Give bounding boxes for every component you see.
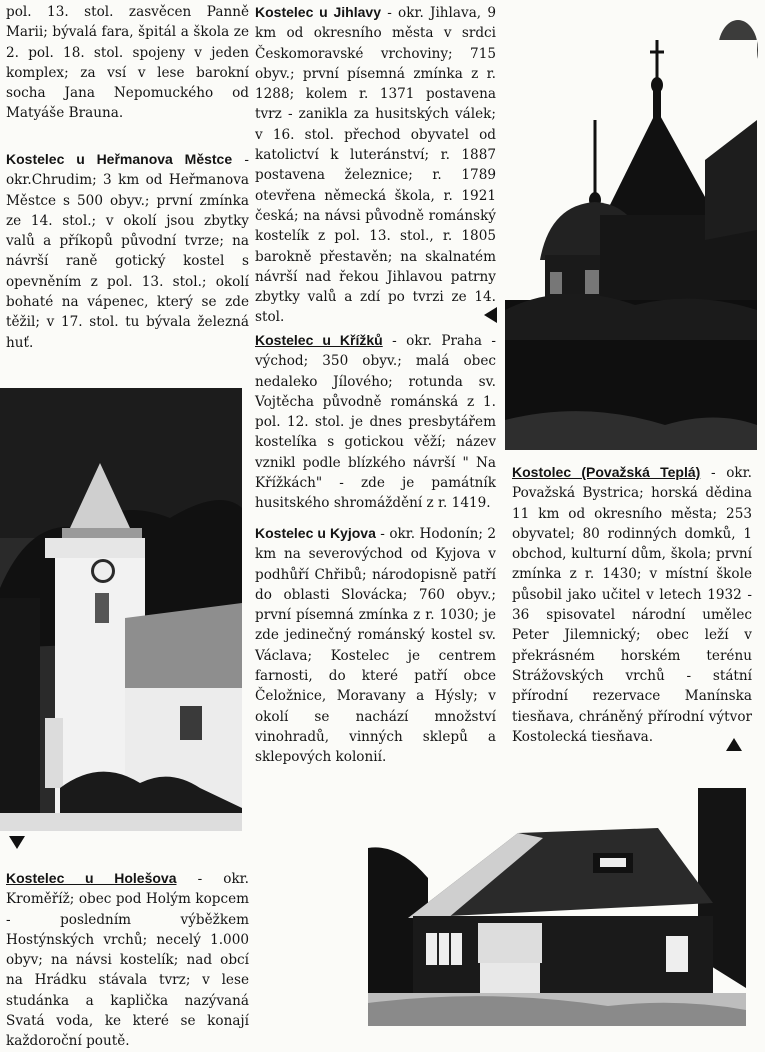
entry-title: Kostelec u Heřmanova Městce [6, 151, 233, 167]
entry-title: Kostelec u Kyjova [255, 525, 376, 541]
entry-kyjov [255, 523, 496, 768]
entry-title: Kostelec u Holešova [6, 870, 177, 886]
entry-title: Kostelec u Křížků [255, 332, 383, 348]
white-church-illustration [0, 388, 242, 831]
entry-text: - okr.Chrudim; 3 km od Heřmanova Městce s 500 obyv.; první zmínka ze 14. stol.; v okolí jsou zbytky valů a příkopů původní tvrze; na návrší raně gotický kostel s opevněním z pol. 13. stol.; okolí bohaté na vápenec, který se zde těžil; v 17. stol. tu bývala železná huť. [6, 152, 249, 351]
entry-text: - okr. Praha - východ; 350 obyv.; malá obec nedaleko Jílového; rotunda sv. Vojtěcha původně románská z 1. pol. 12. stol. je dnes presbytářem kostelíka s gotickou věží; název vznikl podle blízkého návrší " Na Křížkách" - zde je památník husitského shromáždění z r. 1419. [255, 333, 497, 512]
mountain-house-illustration [368, 788, 746, 1026]
arrow-left-marker [484, 307, 497, 323]
entry-title: Kostolec (Považská Teplá) [512, 464, 701, 480]
entry-holesov [6, 868, 249, 1052]
entry-jihlava [255, 2, 496, 328]
arrow-up-marker [726, 738, 742, 751]
church-tower-photo [505, 40, 757, 450]
entry-hermanuv-mestec [6, 149, 249, 353]
church-tower-illustration [505, 40, 757, 450]
arrow-down-marker [9, 836, 25, 849]
white-church-photo [0, 388, 242, 831]
mountain-house-photo [368, 788, 746, 1026]
entry-text: - okr. Hodonín; 2 km na severovýchod od Kyjova v podhůří Chřibů; národopisně patří do oblasti Slovácka; 760 obyv.; první písemná zmínka z r. 1030; je zde jedinečný románský kostel sv. Václava; Kostelec je centrem farnosti, do které patří obce Čeložnice, Moravany a Hýsly; v okolí se nachází množství vinohradů, vinných sklepů a sklepových kolonií. [255, 526, 496, 766]
entry-text: - okr. Považská Bystrica; horská dědina 11 km od okresního města; 253 obyvatel; 80 rodinných domků, 1 obchod, kulturní dům, škola; první zmínka z r. 1430; v místní škole působil jako učitel v letech 1932 - 36 spisovatel národní umělec Peter Jilemnický; obec leží v překrásném horském terénu Strážovských vrchů - státní přírodní rezervace Manínska tiesňava, chráněný přírodní výtvor Kostolecká tiesňava. [512, 465, 752, 745]
entry-text: - okr. Kroměříž; obec pod Holým kopcem - posledním výběžkem Hostýnských vrchů; necelý 1.000 obyv; na návsi kostelík; nad obcí na Hrádku stávala tvrz; v lese studánka a kaplička nazývaná Svatá voda, ke které se konají každoroční poutě. [6, 871, 250, 1050]
intro-paragraph [6, 2, 249, 124]
intro-text: pol. 13. stol. zasvěcen Panně Marii; bývalá fara, špitál a škola ze 2. pol. 18. stol. spojeny v jeden komplex; za vsí v lese barokní socha Jana Nepomuckého od Matyáše Brauna. [6, 4, 249, 122]
entry-text: - okr. Jihlava, 9 km od okresního města v srdci Českomoravské vrchoviny; 715 obyv.; první písemná zmínka z r. 1288; kolem r. 1371 postavena tvrz - zanikla za husitských válek; v 16. stol. přechod obyvatel od katolictví k luteránství; r. 1887 postavena železnice; r. 1789 otevřena německá škola, r. 1921 česká; na návsi původně románský kostelík z pol. 13. stol., r. 1805 barokně přestavěn; na skalnatém návrší nad řekou Jihlavou patrny zbytky valů a zdí po tvrzi ze 14. stol. [255, 5, 496, 326]
entry-povazska-tepla [512, 462, 752, 747]
entry-krizky [255, 330, 496, 514]
entry-title: Kostelec u Jihlavy [255, 4, 381, 20]
